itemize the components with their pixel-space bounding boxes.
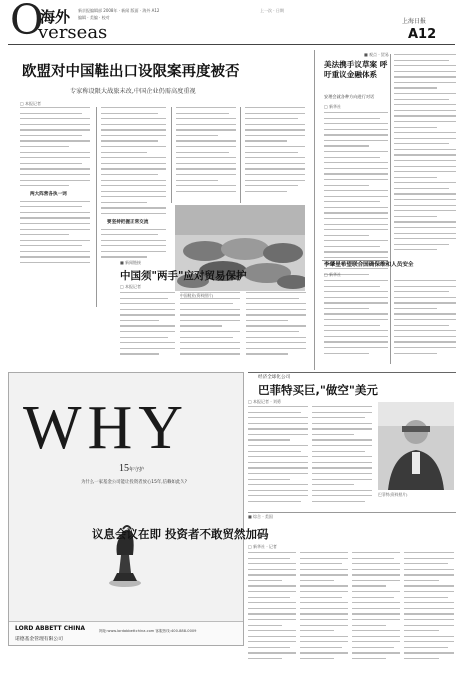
bottom-story-kicker: ■ 综合 · 美国 <box>248 514 273 519</box>
middle-story-headline: 中国须"两手"应对贸易保护 <box>120 270 247 282</box>
buffett-story-kicker: 经济全球化公司 <box>258 375 291 380</box>
masthead-info-line-2: 编辑 · 美编 · 校对 <box>78 15 110 20</box>
middle-story-kicker: ■ 新闻链接 <box>120 260 142 265</box>
bottom-rule-top <box>248 512 456 513</box>
why-advertisement <box>8 372 244 646</box>
bottom-story-byline: □ 新华社 · 记者 <box>248 544 277 549</box>
right-story-1-byline: □ 新华社 <box>324 104 342 109</box>
buffett-story-byline: □ 本报记者 · 刘勇 <box>248 399 281 404</box>
bottom-story-col-2 <box>300 552 348 670</box>
bottom-story-col-4 <box>404 552 454 670</box>
col-divider <box>240 107 241 203</box>
bottom-story-headline: 议息会议在即 投资者不敢贸然加码 <box>92 527 269 541</box>
right-story-divider <box>322 260 388 261</box>
shoe-photo-caption: 中国鞋业(资料照片) <box>180 293 214 298</box>
middle-story-col-1 <box>120 292 175 368</box>
masthead-rule <box>8 44 455 45</box>
middle-story-col-3 <box>246 292 306 368</box>
right-story-2-col-1 <box>324 280 388 364</box>
right-column <box>318 50 458 370</box>
col-divider <box>390 54 391 364</box>
masthead-section-right: 上海日报 <box>402 18 427 25</box>
top-story-col-3 <box>176 107 236 203</box>
ad-contact: 网址:www.lordabbettchina.com 客服热线:400-888-0009 <box>99 629 197 633</box>
right-story-1-tag: ■ 观点 · 贸易 <box>364 52 389 57</box>
masthead <box>0 0 463 46</box>
buffett-photo <box>378 402 454 490</box>
masthead-info-line: 新京报编辑部 2008年 · 新闻 版面 · 海外 A12 <box>78 8 160 13</box>
ad-number-suffix: 年守护 <box>129 468 145 473</box>
top-story-headline: 欧盟对中国鞋出口设限案再度被否 <box>22 64 240 80</box>
ad-brand-cn: 诺德基金管理有限公司 <box>15 637 63 642</box>
right-story-1-col-2 <box>394 54 456 254</box>
buffett-story <box>248 374 458 510</box>
buffett-story-col-1 <box>248 406 308 506</box>
right-story-2-headline: 李肇星希望联合国确保维和人员安全 <box>324 262 414 268</box>
buffett-story-col-2 <box>312 406 372 506</box>
banner-rule-top <box>248 372 456 373</box>
middle-story-col-2 <box>180 292 240 368</box>
masthead-big-letter: O <box>10 0 44 44</box>
ad-brand-en: LORD ABBETT CHINA <box>15 625 86 632</box>
top-story-col-4 <box>245 107 305 203</box>
ad-number <box>119 463 144 474</box>
middle-story-byline: □ 本报记者 <box>120 284 142 289</box>
buffett-photo-caption: 巴菲特(资料照片) <box>378 492 408 497</box>
right-story-1-subheadline: 安理会就各种方向进行对话 <box>324 94 375 99</box>
bottom-story-col-1 <box>248 552 296 670</box>
right-story-2-byline: □ 新华社 <box>324 272 342 277</box>
ad-tagline: 为什么一家基金公司能让投资者放心15年,信赖如此久? <box>81 480 187 485</box>
masthead-title-en: verseas <box>38 22 108 43</box>
ad-number-value: 15 <box>119 463 129 474</box>
right-story-2-col-2 <box>394 280 456 364</box>
masthead-title-cn: 海外 <box>40 8 71 26</box>
bottom-story-col-3 <box>352 552 400 670</box>
middle-story <box>10 260 310 368</box>
masthead-date-tag: 上一次 · 日期 <box>260 8 284 13</box>
masthead-page-label: A12 <box>408 27 437 42</box>
top-story-subhead-2: 要坚持把握正常交流 <box>107 219 149 225</box>
col-divider <box>171 107 172 203</box>
top-story-subhead-1: 两大阵营各执一词 <box>30 191 67 197</box>
top-story-byline: □ 本报记者 <box>20 101 42 106</box>
buffett-photo-graphic <box>378 402 454 490</box>
right-story-1-headline: 美法携手议草案 呼吁重议金融体系 <box>324 60 388 79</box>
top-story-subheadline: 专家称设限大战旅未改,中国企业仍需高度重视 <box>70 88 196 95</box>
buffett-story-headline: 巴菲特买巨,"做空"美元 <box>258 383 378 397</box>
column-divider-main <box>314 50 315 370</box>
ad-why-word: WHY <box>23 394 190 462</box>
